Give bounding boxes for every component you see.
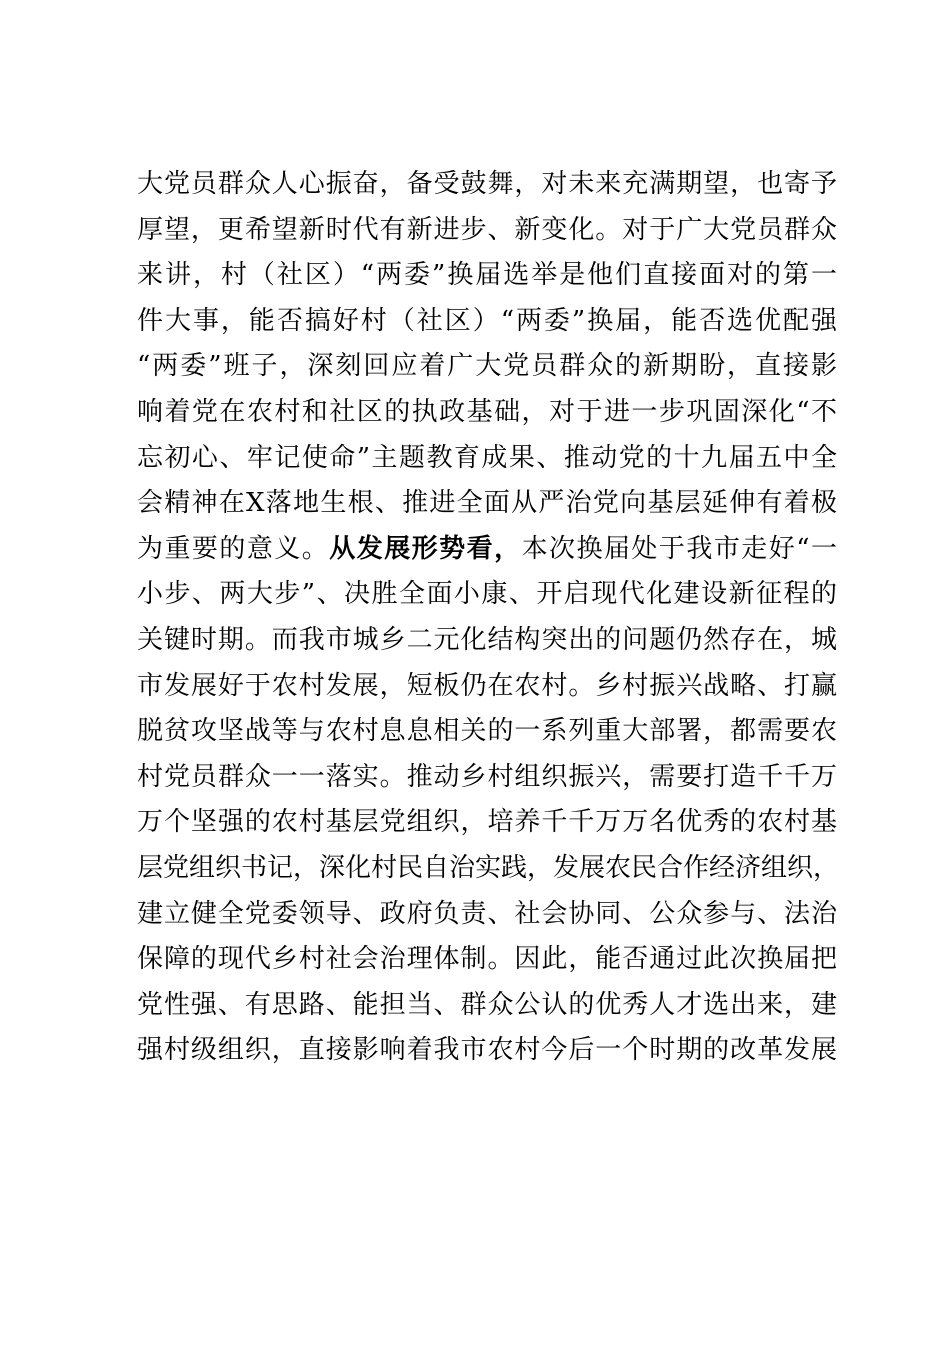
text-line: 会精神在X落地生根、推进全面从严治党向基层延伸有着极 [137,488,837,519]
text-line: 层党组织书记，深化村民自治实践，发展农民合作经济组织， [137,852,840,883]
text-segment: 本次换届处于我市走好“一 [521,533,837,564]
text-line: 万个坚强的农村基层党组织，培养千千万万名优秀的农村基 [137,807,837,838]
text-line: 建立健全党委领导、政府负责、社会协同、公众参与、法治 [137,898,837,929]
text-line: 脱贫攻坚战等与农村息息相关的一系列重大部署，都需要农 [137,716,837,747]
text-line: 件大事，能否搞好村（社区）“两委”换届，能否选优配强 [137,305,837,336]
text-line: 市发展好于农村发展，短板仍在农村。乡村振兴战略、打赢 [137,670,837,701]
text-line: 来讲，村（社区）“两委”换届选举是他们直接面对的第一 [137,260,837,291]
text-line: 响着党在农村和社区的执政基础，对于进一步巩固深化“不 [137,396,837,427]
text-line: 党性强、有思路、能担当、群众公认的优秀人才选出来，建 [137,989,837,1020]
text-line: 厚望，更希望新时代有新进步、新变化。对于广大党员群众 [137,214,837,245]
text-line: 忘初心、牢记使命”主题教育成果、推动党的十九届五中全 [137,442,837,473]
text-line: 保障的现代乡村社会治理体制。因此，能否通过此次换届把 [137,944,837,975]
text-line: 小步、两大步”、决胜全面小康、开启现代化建设新征程的 [137,579,837,610]
text-line: 关键时期。而我市城乡二元化结构突出的问题仍然存在，城 [137,624,837,655]
body-paragraph [137,162,840,1074]
text-line: “两委”班子，深刻回应着广大党员群众的新期盼，直接影 [137,351,837,382]
text-line: 大党员群众人心振奋，备受鼓舞，对未来充满期望，也寄予 [137,169,837,199]
text-segment: 为重要的意义。 [137,533,330,564]
bold-heading-phrase: 从发展形势看， [329,533,522,564]
text-line: 村党员群众一一落实。推动乡村组织振兴，需要打造千千万 [137,761,837,792]
text-line: 强村级组织，直接影响着我市农村今后一个时期的改革发展 [137,1035,837,1066]
text-line-mixed [137,527,837,573]
